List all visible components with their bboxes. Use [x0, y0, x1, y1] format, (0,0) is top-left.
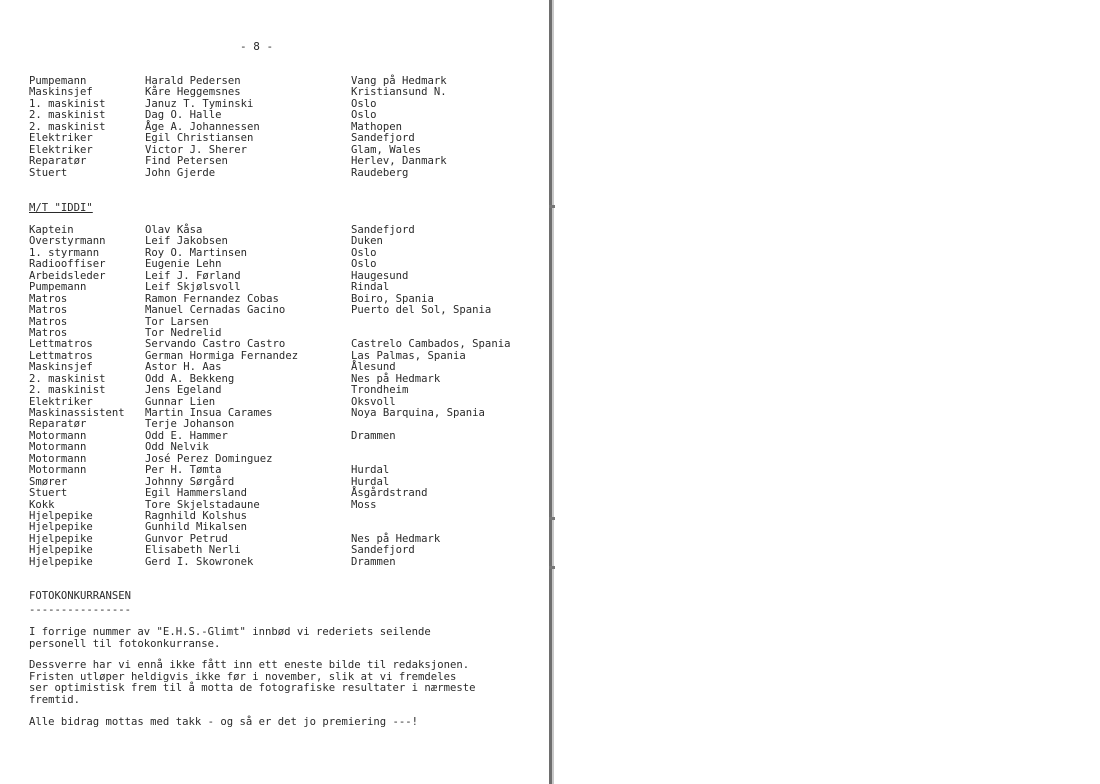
crew-hometown: Oslo [351, 109, 377, 122]
crew-row [29, 408, 549, 419]
crew-row [29, 534, 549, 545]
crew-hometown: Åsgårdstrand [351, 487, 428, 500]
crew-name: Leif J. Førland [145, 269, 241, 282]
crew-row [29, 419, 549, 430]
crew-name: German Hormiga Fernandez [145, 349, 299, 362]
crew-hometown: Sandefjord [351, 224, 415, 236]
crew-hometown: Hurdal [351, 475, 390, 488]
crew-hometown: Moss [351, 498, 377, 511]
crew-role: Matros [29, 292, 68, 305]
crew-role: Lettmatros [29, 338, 93, 351]
crew-role: Overstyrmann [29, 235, 106, 248]
crew-name: Januz T. Tyminski [145, 97, 254, 110]
crew-row [29, 465, 549, 476]
crew-hometown: Oslo [351, 258, 377, 271]
crew-role: Motormann [29, 452, 87, 465]
crew-hometown: Sandefjord [351, 544, 415, 557]
crew-row [29, 317, 549, 328]
crew-role: Hjelpepike [29, 532, 93, 545]
crew-hometown: Noya Barquina, Spania [351, 407, 485, 419]
crew-name: Leif Skjølsvoll [145, 281, 241, 294]
crew-name: Ramon Fernandez Cobas [145, 292, 279, 305]
crew-hometown: Drammen [351, 555, 396, 568]
crew-role: 2. maskinist [29, 120, 106, 133]
crew-row [29, 500, 549, 511]
crew-role: Maskinassistent [29, 407, 125, 419]
crew-row [29, 511, 549, 522]
crew-hometown: Oslo [351, 246, 377, 259]
crew-hometown: Ålesund [351, 361, 396, 374]
page-number: - 8 - [240, 40, 274, 53]
crew-name: Odd A. Bekkeng [145, 372, 235, 385]
crew-name: Gunhild Mikalsen [145, 521, 248, 534]
crew-row [29, 225, 549, 236]
crew-name: Ragnhild Kolshus [145, 509, 248, 522]
crew-name: Odd E. Hammer [145, 429, 228, 442]
crew-hometown: Kristiansund N. [351, 86, 447, 99]
crew-role: Pumpemann [29, 281, 87, 294]
crew-row [29, 557, 549, 568]
crew-hometown: Trondheim [351, 384, 409, 397]
crew-row [29, 488, 549, 499]
crew-role: Hjelpepike [29, 544, 93, 557]
crew-hometown: Glam, Wales [351, 143, 422, 156]
crew-role: Kokk [29, 498, 55, 511]
crew-role: Arbeidsleder [29, 269, 106, 282]
crew-row [29, 431, 549, 442]
crew-role: Smører [29, 475, 68, 488]
crew-row [29, 282, 549, 293]
crew-name: Victor J. Sherer [145, 143, 248, 156]
crew-row [29, 271, 549, 282]
foto-heading: FOTOKONKURRANSEN [29, 590, 132, 602]
crew-name: Tor Nedrelid [145, 326, 222, 339]
crew-name: Astor H. Aas [145, 361, 222, 374]
crew-role: Stuert [29, 166, 68, 179]
foto-paragraph-3: Alle bidrag mottas med takk - og så er det jo premiering ---! [29, 716, 419, 728]
crew-role: Matros [29, 326, 68, 339]
crew-list-top [29, 76, 549, 179]
crew-role: Lettmatros [29, 349, 93, 362]
crew-role: Hjelpepike [29, 509, 93, 522]
crew-name: Gerd I. Skowronek [145, 555, 254, 568]
crew-row [29, 87, 549, 98]
crew-name: Manuel Cernadas Gacino [145, 304, 286, 317]
crew-hometown: Rindal [351, 281, 390, 294]
crew-hometown: Hurdal [351, 464, 390, 477]
crew-hometown: Raudeberg [351, 166, 409, 179]
crew-name: Johnny Sørgård [145, 475, 235, 488]
crew-name: Egil Hammersland [145, 487, 248, 500]
crew-name: Tor Larsen [145, 315, 209, 328]
crew-name: Åge A. Johannessen [145, 120, 260, 133]
crew-hometown: Oksvoll [351, 395, 396, 408]
crew-role: Maskinsjef [29, 361, 93, 374]
ship-heading: M/T "IDDI" [29, 202, 93, 214]
crew-name: Eugenie Lehn [145, 258, 222, 271]
crew-name: Kåre Heggemsnes [145, 86, 241, 99]
crew-role: Elektriker [29, 395, 93, 408]
binding-mark [549, 566, 555, 569]
crew-name: Martin Insua Carames [145, 407, 273, 419]
crew-name: Dag O. Halle [145, 109, 222, 122]
foto-paragraph-2: Dessverre har vi ennå ikke fått inn ett eneste bilde til redaksjonen. Fristen utløper heldigvis ikke før i november, slik at vi fremdeles ser optimistisk frem til å motta de fotografiske resultater i nærmeste fremtid. [29, 659, 476, 706]
crew-row [29, 259, 549, 270]
crew-role: Motormann [29, 429, 87, 442]
crew-name: Jens Egeland [145, 384, 222, 397]
crew-role: 1. maskinist [29, 97, 106, 110]
crew-role: Matros [29, 315, 68, 328]
crew-name: Olav Kåsa [145, 224, 203, 236]
crew-role: Maskinsjef [29, 86, 93, 99]
crew-row [29, 133, 549, 144]
crew-row [29, 351, 549, 362]
crew-role: Reparatør [29, 418, 87, 431]
crew-role: Pumpemann [29, 75, 87, 87]
crew-hometown: Nes på Hedmark [351, 532, 441, 545]
crew-hometown: Nes på Hedmark [351, 372, 441, 385]
crew-hometown: Duken [351, 235, 383, 248]
crew-row [29, 145, 549, 156]
crew-name: Roy O. Martinsen [145, 246, 248, 259]
crew-name: José Perez Dominguez [145, 452, 273, 465]
crew-hometown: Mathopen [351, 120, 403, 133]
crew-role: 2. maskinist [29, 109, 106, 122]
crew-name: Leif Jakobsen [145, 235, 228, 248]
crew-name: Odd Nelvik [145, 441, 209, 454]
crew-name: Elisabeth Nerli [145, 544, 241, 557]
binding-mark [549, 205, 555, 208]
crew-role: Hjelpepike [29, 521, 93, 534]
crew-name: Gunvor Petrud [145, 532, 228, 545]
crew-name: Per H. Tømta [145, 464, 222, 477]
crew-row [29, 110, 549, 121]
crew-name: Harald Pedersen [145, 75, 241, 87]
crew-hometown: Drammen [351, 429, 396, 442]
crew-hometown: Boiro, Spania [351, 292, 434, 305]
foto-paragraph-1: I forrige nummer av "E.H.S.-Glimt" innbød vi rederiets seilende personell til fotokonkurranse. [29, 626, 431, 650]
crew-list-iddi [29, 225, 549, 568]
crew-row [29, 305, 549, 316]
crew-row [29, 122, 549, 133]
crew-name: Servando Castro Castro [145, 338, 286, 351]
crew-role: Radiooffiser [29, 258, 106, 271]
crew-hometown: Puerto del Sol, Spania [351, 304, 492, 317]
crew-row [29, 442, 549, 453]
crew-name: John Gjerde [145, 166, 216, 179]
crew-hometown: Haugesund [351, 269, 409, 282]
crew-role: Stuert [29, 487, 68, 500]
crew-row [29, 248, 549, 259]
crew-role: Motormann [29, 441, 87, 454]
crew-row [29, 477, 549, 488]
crew-name: Terje Johanson [145, 418, 235, 431]
crew-row [29, 385, 549, 396]
crew-hometown: Las Palmas, Spania [351, 349, 466, 362]
crew-row [29, 454, 549, 465]
crew-role: 2. maskinist [29, 384, 106, 397]
crew-row [29, 522, 549, 533]
crew-row [29, 76, 549, 87]
binding-mark [549, 517, 555, 520]
crew-row [29, 236, 549, 247]
crew-row [29, 362, 549, 373]
crew-name: Gunnar Lien [145, 395, 216, 408]
crew-hometown: Vang på Hedmark [351, 75, 447, 87]
crew-role: Matros [29, 304, 68, 317]
crew-role: Elektriker [29, 132, 93, 145]
crew-row [29, 99, 549, 110]
crew-role: Kaptein [29, 224, 74, 236]
crew-hometown: Sandefjord [351, 132, 415, 145]
foto-heading-underline: ---------------- [29, 604, 132, 616]
crew-hometown: Herlev, Danmark [351, 155, 447, 168]
crew-name: Egil Christiansen [145, 132, 254, 145]
crew-role: Reparatør [29, 155, 87, 168]
crew-row [29, 168, 549, 179]
crew-name: Tore Skjelstadaune [145, 498, 260, 511]
crew-hometown: Castrelo Cambados, Spania [351, 338, 511, 351]
crew-role: 1. styrmann [29, 246, 100, 259]
crew-row [29, 374, 549, 385]
crew-hometown: Oslo [351, 97, 377, 110]
crew-role: Elektriker [29, 143, 93, 156]
crew-row [29, 156, 549, 167]
crew-role: Hjelpepike [29, 555, 93, 568]
crew-role: 2. maskinist [29, 372, 106, 385]
crew-row [29, 545, 549, 556]
page-spine-shadow [552, 0, 554, 784]
crew-name: Find Petersen [145, 155, 228, 168]
crew-role: Motormann [29, 464, 87, 477]
